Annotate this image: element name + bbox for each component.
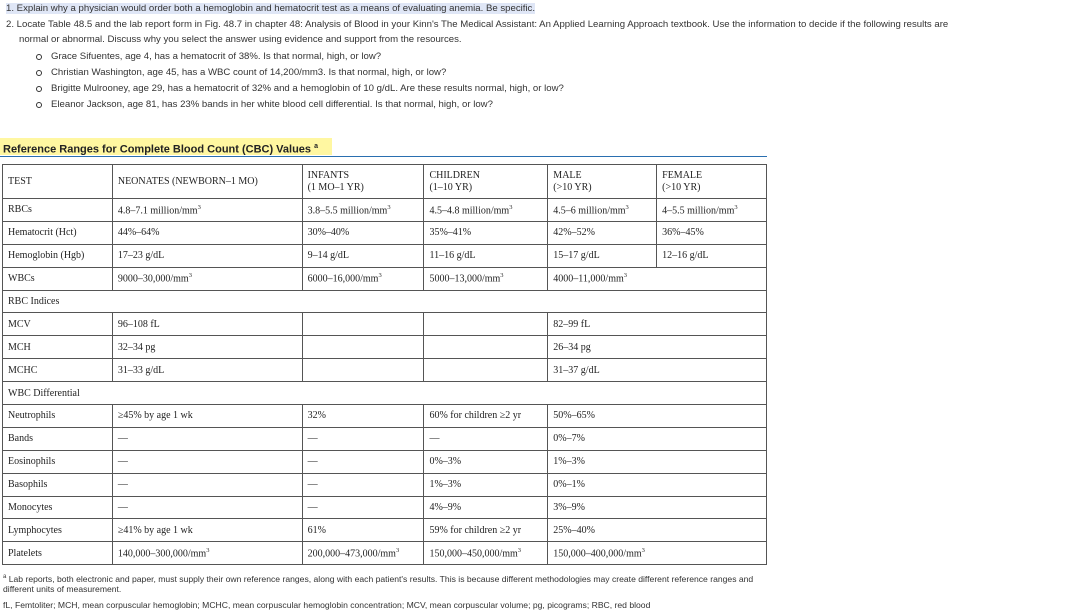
bullet-icon [36, 102, 42, 108]
table-title: Reference Ranges for Complete Blood Count (CBC) Values $^a$ [0, 138, 332, 155]
table-row: MCV 96–108 fL 82–99 fL [3, 313, 767, 336]
bullet-icon [36, 70, 42, 76]
table-row: Hemoglobin (Hgb) 17–23 g/dL 9–14 g/dL 11–16 g/dL 15–17 g/dL 12–16 g/dL [3, 244, 767, 267]
table-row: RBCs 4.8–7.1 million/$mm^3$ 3.8–5.5 million/$mm^3$ 4.5–4.8 million/$mm^3$ 4.5–6 million/$mm^3$ 4–5.5 million/$mm^3$ [3, 199, 767, 222]
question-2-line-1: 2. Locate Table 48.5 and the lab report form in Fig. 48.7 in chapter 48: Analysis of Blood in your Kinn's The Medical Assistant: An Applied Learning Approach textbook. Use the information to decide if the following results are [6, 19, 949, 30]
table-row: MCHC 31–33 g/dL 31–37 g/dL [3, 359, 767, 382]
title-rule [0, 156, 767, 157]
question-2-line-2: normal or abnormal. Discuss why you select the answer using evidence and support from the resources. [19, 34, 462, 45]
table-row: WBCs $9000-30,000/mm^3$ $6000-16,000/mm^3$ $5000-13,000/mm^3$ $4000-11,000/mm^3$ [3, 267, 767, 290]
bullet-icon [36, 54, 42, 60]
table-row: Eosinophils — — 0%–3% 1%–3% [3, 450, 767, 473]
table-footnote: $^a$ Lab reports, both electronic and paper, must supply their own reference ranges, along with each patient's results. This is because different methodologies may create different reference ranges and different units of measurement. [3, 573, 754, 595]
question-1 [6, 1, 535, 16]
table-row: Basophils — — 1%–3% 0%–1% [3, 473, 767, 496]
table-row: Bands — — — 0%–7% [3, 427, 767, 450]
table-row: Neutrophils ≥45% by age 1 wk 32% 60% for children ≥2 yr 50%–65% [3, 405, 767, 428]
table-row: Platelets $140,000-300,000/mm^3$ $200,000-473,000/mm^3$ $150,000-450,000/mm^3$ $150,000-400,000/mm^3$ [3, 542, 767, 565]
table-row: MCH 32–34 pg 26–34 pg [3, 336, 767, 359]
section-row-wbc-differential: WBC Differential [3, 382, 767, 405]
table-row: Hematocrit (Hct) 44%–64% 30%–40% 35%–41% 42%–52% 36%–45% [3, 221, 767, 244]
section-row-rbc-indices: RBC Indices [3, 290, 767, 313]
table-row: Monocytes — — 4%–9% 3%–9% [3, 496, 767, 519]
question-2 [6, 17, 1078, 47]
table-abbreviations: fL, Femtoliter; MCH, mean corpuscular hemoglobin; MCHC, mean corpuscular hemoglobin concentration; MCV, mean corpuscular volume; pg, picograms; RBC, red blood [3, 600, 651, 610]
header-children: CHILDREN (1–10 YR) [424, 165, 548, 199]
cbc-reference-table [2, 164, 767, 565]
question-1-text: 1. Explain why a physician would order both a hemoglobin and hematocrit test as a means of evaluating anemia. Be specific. [6, 3, 536, 14]
header-neonates: NEONATES (NEWBORN–1 MO) [112, 165, 302, 199]
table-row: Lymphocytes ≥41% by age 1 wk 61% 59% for children ≥2 yr 25%–40% [3, 519, 767, 542]
table-header-row [3, 165, 767, 199]
bullet-icon [36, 86, 42, 92]
header-female: FEMALE (>10 YR) [657, 165, 767, 199]
header-infants: INFANTS (1 MO–1 YR) [302, 165, 424, 199]
header-male: MALE (>10 YR) [548, 165, 657, 199]
header-test: TEST [3, 165, 113, 199]
